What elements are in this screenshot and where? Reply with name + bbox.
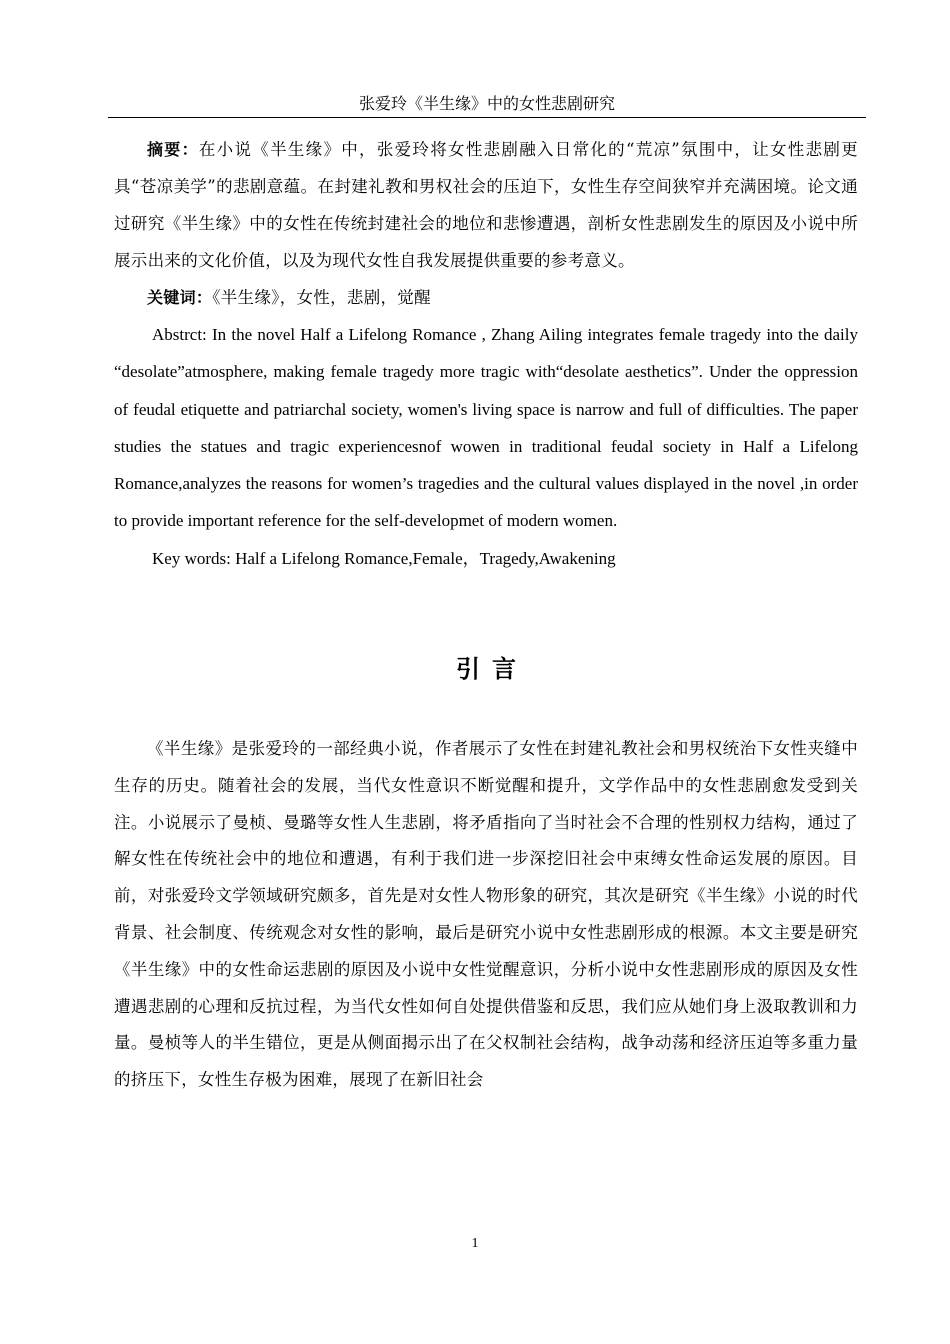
page-number: 1 — [471, 1236, 479, 1251]
introduction-paragraph: 《半生缘》是张爱玲的一部经典小说，作者展示了女性在封建礼教社会和男权统治下女性夹缝中生存的历史。随着社会的发展，当代女性意识不断觉醒和提升，文学作品中的女性悲剧愈发受到关注。小说展示了曼桢、曼璐等女性人生悲剧，将矛盾指向了当时社会不合理的性别权力结构，通过了解女性在传统社会中的地位和遭遇，有利于我们进一步深挖旧社会中束缚女性命运发展的原因。目前，对张爱玲文学领域研究颇多，首先是对女性人物形象的研究，其次是研究《半生缘》小说的时代背景、社会制度、传统观念对女性的影响，最后是研究小说中女性悲剧形成的根源。本文主要是研究《半生缘》中的女性命运悲剧的原因及小说中女性觉醒意识，分析小说中女性悲剧形成的原因及女性遭遇悲剧的心理和反抗过程，为当代女性如何自处提供借鉴和反思，我们应从她们身上汲取教训和力量。曼桢等人的半生错位，更是从侧面揭示出了在父权制社会结构，战争动荡和经济压迫等多重力量的挤压下，女性生存极为困难，展现了在新旧社会 — [114, 739, 858, 1090]
abstract-cn — [114, 131, 858, 279]
section-title-introduction: 引言 — [456, 655, 528, 684]
document-body — [114, 131, 858, 1099]
keywords-cn-text: 《半生缘》，女性，悲剧，觉醒 — [212, 288, 431, 307]
page-header — [108, 93, 866, 118]
header-title: 张爱玲《半生缘》中的女性悲剧研究 — [358, 94, 615, 113]
abstract-cn-label: 摘要： — [147, 140, 199, 159]
abstract-en: Abstrct: In the novel Half a Lifelong Romance , Zhang Ailing integrates female tragedy into the daily “desolate”atmosphere, making female tragedy more tragic with“desolate aesthetics”. Under the oppression of feudal etiquette and patriarchal society, women's living space is narrow and full of difficulties. The paper studies the statues and tragic experiencesnof wowen in traditional feudal society in Half a Lifelong Romance,analyzes the reasons for women’s tragedies and the cultural values displayed in the novel ,in order to provide important reference for the self-developmet of modern women. — [114, 325, 858, 531]
keywords-cn — [114, 279, 858, 316]
abstract-cn-text: 在小说《半生缘》中，张爱玲将女性悲剧融入日常化的“荒凉”氛围中，让女性悲剧更具“苍凉美学”的悲剧意蕴。在封建礼教和男权社会的压迫下，女性生存空间狭窄并充满困境。论文通过研究《半生缘》中的女性在传统封建社会的地位和悲惨遭遇，剖析女性悲剧发生的原因及小说中所展示出来的文化价值，以及为现代女性自我发展提供重要的参考意义。 — [114, 140, 858, 270]
keywords-cn-label: 关键词： — [147, 288, 213, 307]
keywords-en: Key words: Half a Lifelong Romance,Female，Tragedy,Awakening — [152, 548, 616, 568]
